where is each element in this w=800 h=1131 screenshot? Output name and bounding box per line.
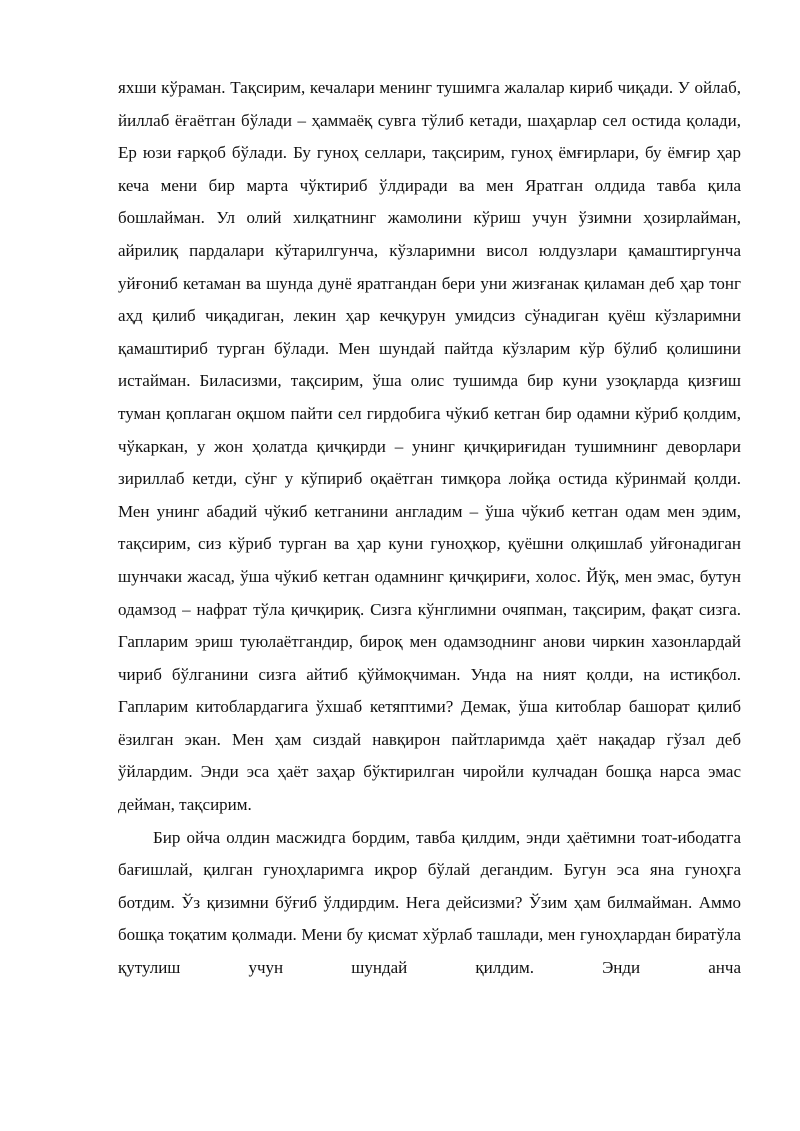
body-text xyxy=(118,72,741,985)
paragraph-1: яхши кўраман. Тақсирим, кечалари менинг тушимга жалалар кириб чиқади. У ойлаб, йиллаб ёғаётган бўлади – ҳаммаёқ сувга тўлиб кетади, шаҳарлар сел остида қолади, Ер юзи ғарқоб бўлади. Бу гуноҳ селлари, тақсирим, гуноҳ ёмғирлари, бу ёмғир ҳар кеча мени бир марта чўктириб ўлдиради ва мен Яратган олдида тавба қила бошлайман. Ул олий хилқатнинг жамолини кўриш учун ўзимни ҳозирлайман, айрилиқ пардалари кўтарилгунча, кўзларимни висол юлдузлари қамаштиргунча уйғониб кетаман ва шунда дунё яратгандан бери уни жизғанак қиламан деб ҳар тонг аҳд қилиб чиқадиган, лекин ҳар кечқурун умидсиз сўнадиган қуёш кўзларимни қамаштириб турган бўлади. Мен шундай пайтда кўзларим кўр бўлиб қолишини истайман. Биласизми, тақсирим, ўша олис тушимда бир куни узоқларда қизғиш туман қоплаган оқшом пайти сел гирдобига чўкиб кетган бир одамни кўриб қолдим, чўкаркан, у жон ҳолатда қичқирди – унинг қичқириғидан тушимнинг деворлари зириллаб кетди, сўнг у кўпириб оқаётган тимқора лойқа остида кўринмай қолди. Мен унинг абадий чўкиб кетганини англадим – ўша чўкиб кетган одам мен эдим, тақсирим, сиз кўриб турган ва ҳар куни гуноҳкор, қуёшни олқишлаб уйғонадиган шунчаки жасад, ўша чўкиб кетган одамнинг қичқириғи, холос. Йўқ, мен эмас, бутун одамзод – нафрат тўла қичқириқ. Сизга кўнглимни очяпман, тақсирим, фақат сизга. Гапларим эриш туюлаётгандир, бироқ мен одамзоднинг анови чиркин хазонлардай чириб бўлганини сизга айтиб қўймоқчиман. Унда на ният қолди, на истиқбол. Гапларим китоблардагига ўхшаб кетяптими? Демак, ўша китоблар башорат қилиб ёзилган экан. Мен ҳам сиздай навқирон пайтларимда ҳаёт нақадар гўзал деб ўйлардим. Энди эса ҳаёт заҳар бўктирилган чиройли кулчадан бошқа нарса эмас дейман, тақсирим. xyxy=(118,78,741,815)
paragraph-2: Бир ойча олдин масжидга бордим, тавба қилдим, энди ҳаётимни тоат-ибодатга бағишлай, қилган гуноҳларимга иқрор бўлай дегандим. Бугун эса яна гуноҳга ботдим. Ўз қизимни бўғиб ўлдирдим. Нега дейсизми? Ўзим ҳам билмайман. Аммо бошқа тоқатим қолмади. Мени бу қисмат хўрлаб ташлади, мен гуноҳлардан биратўла қутулиш учун шундай қилдим. Энди анча xyxy=(118,827,741,978)
